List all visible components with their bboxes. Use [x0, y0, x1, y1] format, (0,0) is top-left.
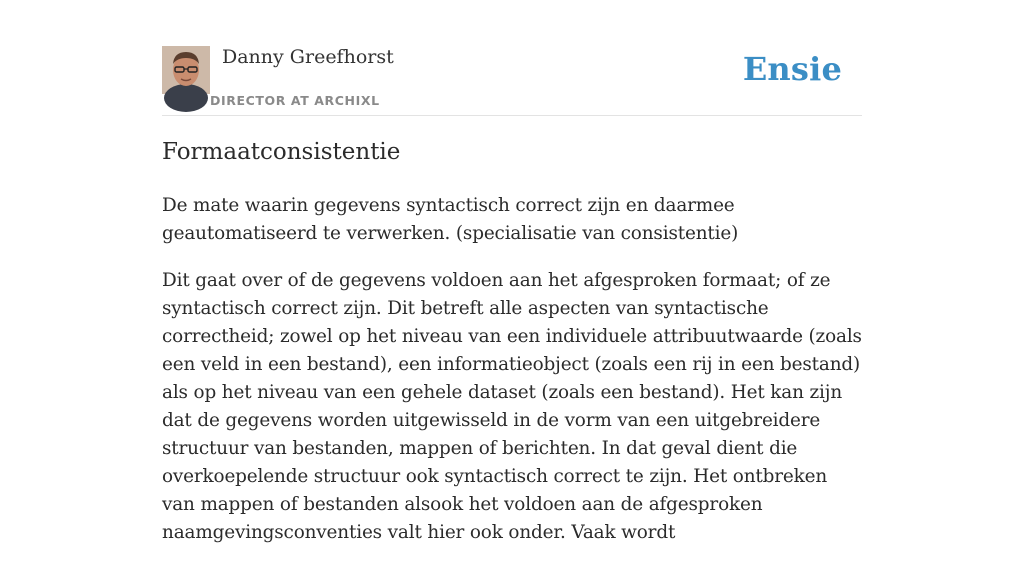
author-role: DIRECTOR AT ARCHIXL: [210, 93, 380, 108]
definition-paragraph: De mate waarin gegevens syntactisch correct zijn en daarmee geautomatiseerd te verwerken. (specialisatie van consistentie): [162, 195, 739, 244]
avatar[interactable]: [162, 46, 210, 94]
article-body: [162, 192, 862, 566]
description-paragraph: Dit gaat over of de gegevens voldoen aan het afgesproken formaat; of ze syntactisch correct zijn. Dit betreft alle aspecten van syntactische correctheid; zowel op het niveau van een individuele attribuutwaarde (zoals een veld in een bestand), een informatieobject (zoals een rij in een bestand) als op het niveau van een gehele dataset (zoals een bestand). Het kan zijn dat de gegevens worden uitgewisseld in de vorm van een uitgebreidere structuur van bestanden, mappen of berichten. In dat geval dient die overkoepelende structuur ook syntactisch correct te zijn. Het ontbreken van mappen of bestanden alsook het voldoen aan de afgesproken naamgevingsconventies valt hier ook onder. Vaak wordt: [162, 270, 862, 543]
article-page: [162, 0, 862, 543]
author-name[interactable]: Danny Greefhorst: [222, 46, 394, 68]
article-header: [162, 0, 862, 116]
avatar-portrait-icon: [162, 46, 210, 94]
page-title: Formaatconsistentie: [162, 139, 401, 165]
brand-logo[interactable]: Ensie: [742, 50, 842, 88]
